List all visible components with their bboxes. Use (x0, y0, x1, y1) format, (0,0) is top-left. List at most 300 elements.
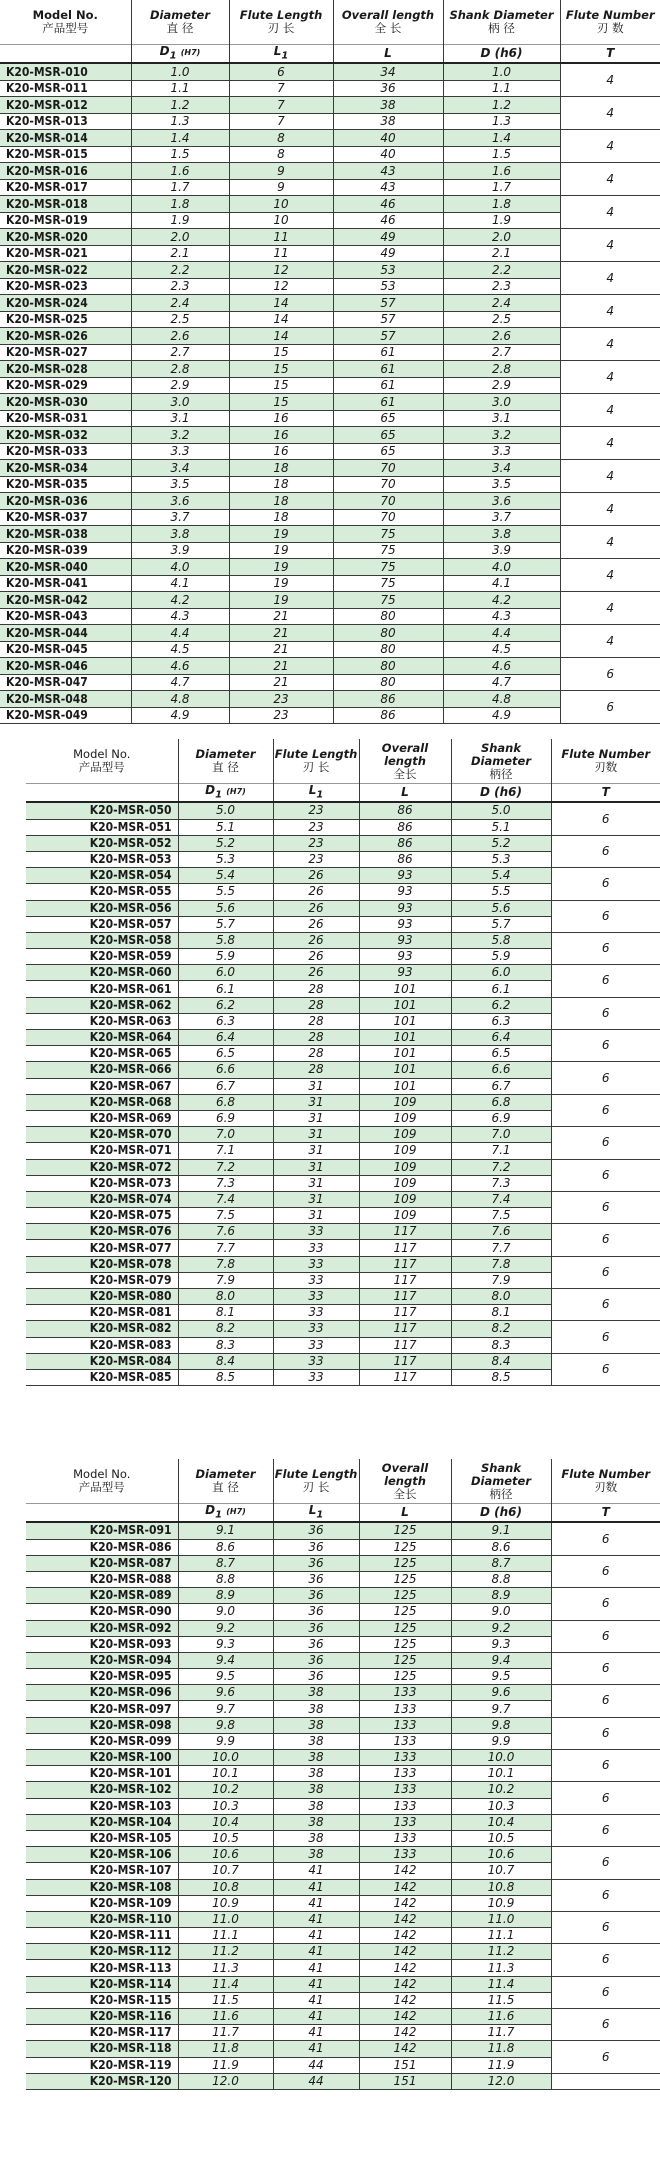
flute-length-cell: 7 (229, 113, 333, 130)
shank-cell: 7.5 (451, 1208, 551, 1224)
model-cell: K20-MSR-020 (0, 229, 131, 246)
flute-number-cell: 6 (551, 1555, 660, 1587)
overall-length-cell: 125 (359, 1669, 451, 1685)
model-cell: K20-MSR-029 (0, 377, 131, 394)
overall-length-cell: 49 (333, 229, 443, 246)
diameter-cell: 1.0 (131, 63, 229, 80)
flute-length-cell: 33 (273, 1321, 359, 1337)
shank-cell: 3.3 (443, 443, 560, 460)
flute-number-cell: 4 (560, 328, 660, 361)
overall-length-cell: 80 (333, 658, 443, 675)
table-row (26, 1620, 660, 1636)
shank-cell: 10.0 (451, 1750, 551, 1766)
model-cell: K20-MSR-061 (26, 981, 178, 997)
model-cell: K20-MSR-110 (26, 1911, 178, 1927)
flute-number-cell: 4 (560, 460, 660, 493)
col-overall-length-sym: L (333, 45, 443, 64)
flute-length-cell: 18 (229, 509, 333, 526)
overall-length-cell: 86 (359, 819, 451, 835)
model-cell: K20-MSR-038 (0, 526, 131, 543)
model-cell: K20-MSR-108 (26, 1879, 178, 1895)
shank-cell: 11.8 (451, 2041, 551, 2057)
flute-length-cell: 31 (273, 1094, 359, 1110)
model-cell: K20-MSR-043 (0, 608, 131, 625)
diameter-cell: 8.3 (178, 1337, 273, 1353)
shank-cell: 8.8 (451, 1571, 551, 1587)
model-cell: K20-MSR-025 (0, 311, 131, 328)
flute-length-cell: 31 (273, 1159, 359, 1175)
flute-length-cell: 41 (273, 1992, 359, 2008)
flute-number-cell: 4 (560, 63, 660, 97)
diameter-cell: 7.0 (178, 1127, 273, 1143)
table-row (26, 1256, 660, 1272)
table-row (0, 394, 660, 411)
flute-length-cell: 41 (273, 2009, 359, 2025)
model-cell: K20-MSR-054 (26, 868, 178, 884)
diameter-cell: 11.3 (178, 1960, 273, 1976)
shank-cell: 8.5 (451, 1369, 551, 1385)
model-cell: K20-MSR-086 (26, 1539, 178, 1555)
table-row (26, 997, 660, 1013)
overall-length-cell: 75 (333, 575, 443, 592)
overall-length-cell: 101 (359, 1062, 451, 1078)
col-diameter-header: Diameter 直 径 (178, 1459, 273, 1504)
shank-cell: 3.4 (443, 460, 560, 477)
flute-number-cell: 6 (551, 802, 660, 835)
flute-number-cell: 6 (551, 1652, 660, 1684)
overall-length-cell: 142 (359, 1895, 451, 1911)
shank-cell: 11.4 (451, 1976, 551, 1992)
diameter-cell: 3.2 (131, 427, 229, 444)
diameter-cell: 1.3 (131, 113, 229, 130)
diameter-cell: 2.1 (131, 245, 229, 262)
model-cell: K20-MSR-105 (26, 1830, 178, 1846)
overall-length-cell: 101 (359, 1013, 451, 1029)
flute-length-cell: 41 (273, 1895, 359, 1911)
shank-cell: 7.9 (451, 1272, 551, 1288)
overall-length-cell: 65 (333, 427, 443, 444)
table-row (26, 1289, 660, 1305)
diameter-cell: 8.7 (178, 1555, 273, 1571)
diameter-cell: 6.4 (178, 1030, 273, 1046)
table-row (26, 1847, 660, 1863)
flute-length-cell: 38 (273, 1733, 359, 1749)
model-cell: K20-MSR-031 (0, 410, 131, 427)
col-diameter-sym: $D_1$ (H7) (131, 45, 229, 64)
shank-cell: 4.6 (443, 658, 560, 675)
diameter-cell: 6.2 (178, 997, 273, 1013)
diameter-cell: 3.5 (131, 476, 229, 493)
flute-length-cell: 31 (273, 1078, 359, 1094)
shank-cell: 1.5 (443, 146, 560, 163)
flute-length-cell: 31 (273, 1191, 359, 1207)
flute-length-cell: 19 (229, 575, 333, 592)
overall-length-cell: 117 (359, 1369, 451, 1385)
flute-length-cell: 36 (273, 1652, 359, 1668)
model-cell: K20-MSR-010 (0, 63, 131, 80)
flute-length-cell: 9 (229, 179, 333, 196)
overall-length-cell: 142 (359, 1928, 451, 1944)
table-row (26, 932, 660, 948)
flute-length-cell: 36 (273, 1620, 359, 1636)
col-shank-header: Shank Diameter 柄径 (451, 739, 551, 784)
col-flute-length-header: Flute Length 刃 长 (273, 739, 359, 784)
diameter-cell: 4.3 (131, 608, 229, 625)
overall-length-cell: 133 (359, 1782, 451, 1798)
overall-length-cell: 61 (333, 344, 443, 361)
overall-length-cell: 80 (333, 641, 443, 658)
flute-length-cell: 31 (273, 1175, 359, 1191)
overall-length-cell: 53 (333, 278, 443, 295)
diameter-cell: 9.3 (178, 1636, 273, 1652)
overall-length-cell: 38 (333, 113, 443, 130)
shank-cell: 7.8 (451, 1256, 551, 1272)
table-row (26, 2041, 660, 2057)
diameter-cell: 11.7 (178, 2025, 273, 2041)
model-cell: K20-MSR-062 (26, 997, 178, 1013)
shank-cell: 2.3 (443, 278, 560, 295)
shank-cell: 9.6 (451, 1685, 551, 1701)
flute-length-cell: 31 (273, 1143, 359, 1159)
flute-length-cell: 38 (273, 1717, 359, 1733)
overall-length-cell: 133 (359, 1798, 451, 1814)
col-flute-number-sym: T (560, 45, 660, 64)
shank-cell: 4.5 (443, 641, 560, 658)
flute-length-cell: 41 (273, 1976, 359, 1992)
overall-length-cell: 93 (359, 884, 451, 900)
flute-length-cell: 33 (273, 1305, 359, 1321)
diameter-cell: 8.0 (178, 1289, 273, 1305)
shank-cell: 2.7 (443, 344, 560, 361)
flute-length-cell: 21 (229, 608, 333, 625)
flute-length-cell: 36 (273, 1539, 359, 1555)
model-cell: K20-MSR-093 (26, 1636, 178, 1652)
shank-cell: 11.2 (451, 1944, 551, 1960)
diameter-cell: 8.1 (178, 1305, 273, 1321)
table-row (26, 1652, 660, 1668)
shank-cell: 8.6 (451, 1539, 551, 1555)
flute-length-cell: 26 (273, 884, 359, 900)
flute-number-cell: 6 (551, 965, 660, 997)
flute-number-cell: 6 (551, 1191, 660, 1223)
overall-length-cell: 117 (359, 1256, 451, 1272)
diameter-cell: 2.5 (131, 311, 229, 328)
overall-length-cell: 117 (359, 1272, 451, 1288)
flute-length-cell: 16 (229, 443, 333, 460)
col-flute-number-header: Flute Number 刃数 (551, 1459, 660, 1504)
model-cell: K20-MSR-060 (26, 965, 178, 981)
shank-cell: 5.5 (451, 884, 551, 900)
overall-length-cell: 57 (333, 311, 443, 328)
overall-length-cell: 125 (359, 1555, 451, 1571)
table-row (26, 1353, 660, 1369)
shank-cell: 5.6 (451, 900, 551, 916)
flute-length-cell: 36 (273, 1588, 359, 1604)
flute-length-cell: 23 (273, 802, 359, 819)
diameter-cell: 7.3 (178, 1175, 273, 1191)
flute-length-cell: 14 (229, 311, 333, 328)
diameter-cell: 4.2 (131, 592, 229, 609)
model-cell: K20-MSR-118 (26, 2041, 178, 2057)
diameter-cell: 8.8 (178, 1571, 273, 1587)
diameter-cell: 4.7 (131, 674, 229, 691)
model-cell: K20-MSR-098 (26, 1717, 178, 1733)
diameter-cell: 6.3 (178, 1013, 273, 1029)
diameter-cell: 10.8 (178, 1879, 273, 1895)
diameter-cell: 5.5 (178, 884, 273, 900)
model-cell: K20-MSR-099 (26, 1733, 178, 1749)
flute-length-cell: 36 (273, 1555, 359, 1571)
flute-number-cell: 6 (551, 1750, 660, 1782)
shank-cell: 9.5 (451, 1669, 551, 1685)
flute-length-cell: 14 (229, 295, 333, 312)
flute-number-cell: 6 (551, 1030, 660, 1062)
model-cell: K20-MSR-119 (26, 2057, 178, 2073)
shank-cell: 1.9 (443, 212, 560, 229)
shank-cell: 11.6 (451, 2009, 551, 2025)
flute-length-cell: 21 (229, 625, 333, 642)
diameter-cell: 3.0 (131, 394, 229, 411)
flute-length-cell: 21 (229, 674, 333, 691)
table-row (26, 1522, 660, 1539)
overall-length-cell: 133 (359, 1830, 451, 1846)
shank-cell: 2.6 (443, 328, 560, 345)
model-cell: K20-MSR-090 (26, 1604, 178, 1620)
model-cell: K20-MSR-018 (0, 196, 131, 213)
diameter-cell: 11.1 (178, 1928, 273, 1944)
diameter-cell: 9.5 (178, 1669, 273, 1685)
flute-length-cell: 18 (229, 476, 333, 493)
overall-length-cell: 142 (359, 1911, 451, 1927)
col-overall-length-sym: L (359, 784, 451, 803)
flute-length-cell: 28 (273, 997, 359, 1013)
overall-length-cell: 93 (359, 868, 451, 884)
col-model-header: Model No. 产品型号 (26, 739, 178, 784)
flute-number-cell: 6 (551, 1289, 660, 1321)
flute-length-cell: 23 (229, 707, 333, 724)
shank-cell: 3.0 (443, 394, 560, 411)
diameter-cell: 2.6 (131, 328, 229, 345)
flute-length-cell: 38 (273, 1701, 359, 1717)
shank-cell: 5.4 (451, 868, 551, 884)
model-cell: K20-MSR-012 (0, 97, 131, 114)
shank-cell: 10.6 (451, 1847, 551, 1863)
overall-length-cell: 101 (359, 1078, 451, 1094)
overall-length-cell: 109 (359, 1208, 451, 1224)
diameter-cell: 4.9 (131, 707, 229, 724)
diameter-cell: 2.4 (131, 295, 229, 312)
model-cell: K20-MSR-027 (0, 344, 131, 361)
flute-number-cell: 6 (551, 835, 660, 867)
overall-length-cell: 40 (333, 146, 443, 163)
overall-length-cell: 61 (333, 361, 443, 378)
model-cell: K20-MSR-066 (26, 1062, 178, 1078)
shank-cell: 1.3 (443, 113, 560, 130)
col-flute-length-sym: $L_1$ (273, 784, 359, 803)
overall-length-cell: 86 (333, 707, 443, 724)
shank-cell: 10.7 (451, 1863, 551, 1879)
table-row (26, 1879, 660, 1895)
table-row (0, 427, 660, 444)
flute-length-cell: 8 (229, 146, 333, 163)
overall-length-cell: 70 (333, 493, 443, 510)
shank-cell: 2.1 (443, 245, 560, 262)
table-row (0, 229, 660, 246)
overall-length-cell: 142 (359, 1992, 451, 2008)
shank-cell: 9.0 (451, 1604, 551, 1620)
model-cell: K20-MSR-026 (0, 328, 131, 345)
model-cell: K20-MSR-111 (26, 1928, 178, 1944)
model-cell: K20-MSR-039 (0, 542, 131, 559)
shank-cell: 1.2 (443, 97, 560, 114)
table-row (26, 802, 660, 819)
flute-number-cell: 4 (560, 196, 660, 229)
table-row (26, 1094, 660, 1110)
overall-length-cell: 125 (359, 1571, 451, 1587)
diameter-cell: 4.1 (131, 575, 229, 592)
model-cell: K20-MSR-075 (26, 1208, 178, 1224)
overall-length-cell: 70 (333, 476, 443, 493)
diameter-cell: 10.9 (178, 1895, 273, 1911)
diameter-cell: 6.0 (178, 965, 273, 981)
flute-number-cell: 6 (551, 1256, 660, 1288)
col-model-sym (26, 1504, 178, 1523)
flute-length-cell: 33 (273, 1337, 359, 1353)
diameter-cell: 7.6 (178, 1224, 273, 1240)
diameter-cell: 6.1 (178, 981, 273, 997)
diameter-cell: 11.9 (178, 2057, 273, 2073)
shank-cell: 4.9 (443, 707, 560, 724)
shank-cell: 3.5 (443, 476, 560, 493)
table-row (26, 1911, 660, 1927)
shank-cell: 6.6 (451, 1062, 551, 1078)
diameter-cell: 5.8 (178, 932, 273, 948)
flute-length-cell: 12 (229, 278, 333, 295)
flute-length-cell: 33 (273, 1353, 359, 1369)
diameter-cell: 4.5 (131, 641, 229, 658)
diameter-cell: 5.2 (178, 835, 273, 851)
overall-length-cell: 86 (359, 851, 451, 867)
flute-length-cell: 21 (229, 658, 333, 675)
overall-length-cell: 117 (359, 1321, 451, 1337)
shank-cell: 5.7 (451, 916, 551, 932)
flute-length-cell: 26 (273, 949, 359, 965)
flute-length-cell: 41 (273, 1928, 359, 1944)
overall-length-cell: 142 (359, 1944, 451, 1960)
col-overall-length-header: Overall length 全长 (359, 739, 451, 784)
flute-length-cell: 19 (229, 542, 333, 559)
flute-length-cell: 23 (273, 851, 359, 867)
model-cell: K20-MSR-097 (26, 1701, 178, 1717)
table-row (26, 965, 660, 981)
shank-cell: 1.8 (443, 196, 560, 213)
diameter-cell: 10.0 (178, 1750, 273, 1766)
flute-number-cell: 4 (560, 130, 660, 163)
diameter-cell: 8.2 (178, 1321, 273, 1337)
diameter-cell: 5.3 (178, 851, 273, 867)
model-cell: K20-MSR-049 (0, 707, 131, 724)
overall-length-cell: 142 (359, 1960, 451, 1976)
flute-length-cell: 28 (273, 981, 359, 997)
overall-length-cell: 36 (333, 80, 443, 97)
model-cell: K20-MSR-076 (26, 1224, 178, 1240)
diameter-cell: 3.1 (131, 410, 229, 427)
diameter-cell: 4.8 (131, 691, 229, 708)
flute-length-cell: 10 (229, 212, 333, 229)
model-cell: K20-MSR-021 (0, 245, 131, 262)
diameter-cell: 11.2 (178, 1944, 273, 1960)
model-cell: K20-MSR-013 (0, 113, 131, 130)
flute-number-cell: 4 (560, 592, 660, 625)
flute-length-cell: 31 (273, 1110, 359, 1126)
overall-length-cell: 133 (359, 1814, 451, 1830)
diameter-cell: 5.0 (178, 802, 273, 819)
col-overall-length-header: Overall length 全 长 (333, 0, 443, 45)
model-cell: K20-MSR-072 (26, 1159, 178, 1175)
overall-length-cell: 65 (333, 410, 443, 427)
shank-cell: 5.9 (451, 949, 551, 965)
diameter-cell: 2.7 (131, 344, 229, 361)
flute-length-cell: 36 (273, 1522, 359, 1539)
shank-cell: 4.0 (443, 559, 560, 576)
diameter-cell: 9.9 (178, 1733, 273, 1749)
flute-number-cell: 6 (551, 1062, 660, 1094)
table-row (0, 361, 660, 378)
overall-length-cell: 75 (333, 559, 443, 576)
overall-length-cell: 125 (359, 1636, 451, 1652)
col-flute-length-header: Flute Length 刃 长 (229, 0, 333, 45)
table-row (26, 1976, 660, 1992)
flute-number-cell: 6 (551, 997, 660, 1029)
diameter-cell: 10.7 (178, 1863, 273, 1879)
diameter-cell: 2.3 (131, 278, 229, 295)
table-row (0, 592, 660, 609)
shank-cell: 4.1 (443, 575, 560, 592)
shank-cell: 2.9 (443, 377, 560, 394)
table-row (0, 196, 660, 213)
shank-cell: 7.4 (451, 1191, 551, 1207)
flute-number-cell: 6 (551, 1620, 660, 1652)
model-cell: K20-MSR-051 (26, 819, 178, 835)
model-cell: K20-MSR-120 (26, 2073, 178, 2089)
shank-cell: 11.1 (451, 1928, 551, 1944)
diameter-cell: 10.6 (178, 1847, 273, 1863)
flute-length-cell: 7 (229, 97, 333, 114)
shank-cell: 4.3 (443, 608, 560, 625)
overall-length-cell: 109 (359, 1094, 451, 1110)
shank-cell: 7.6 (451, 1224, 551, 1240)
flute-length-cell: 19 (229, 559, 333, 576)
overall-length-cell: 101 (359, 997, 451, 1013)
overall-length-cell: 133 (359, 1685, 451, 1701)
shank-cell: 10.5 (451, 1830, 551, 1846)
flute-length-cell: 33 (273, 1289, 359, 1305)
overall-length-cell: 43 (333, 163, 443, 180)
model-cell: K20-MSR-100 (26, 1750, 178, 1766)
flute-number-cell: 4 (560, 625, 660, 658)
diameter-cell: 9.1 (178, 1522, 273, 1539)
model-cell: K20-MSR-032 (0, 427, 131, 444)
col-model-header: Model No. 产品型号 (26, 1459, 178, 1504)
overall-length-cell: 86 (359, 802, 451, 819)
col-flute-number-sym: T (551, 784, 660, 803)
flute-length-cell: 18 (229, 460, 333, 477)
diameter-cell: 11.6 (178, 2009, 273, 2025)
diameter-cell: 6.8 (178, 1094, 273, 1110)
shank-cell: 11.7 (451, 2025, 551, 2041)
diameter-cell: 4.4 (131, 625, 229, 642)
diameter-cell: 9.4 (178, 1652, 273, 1668)
